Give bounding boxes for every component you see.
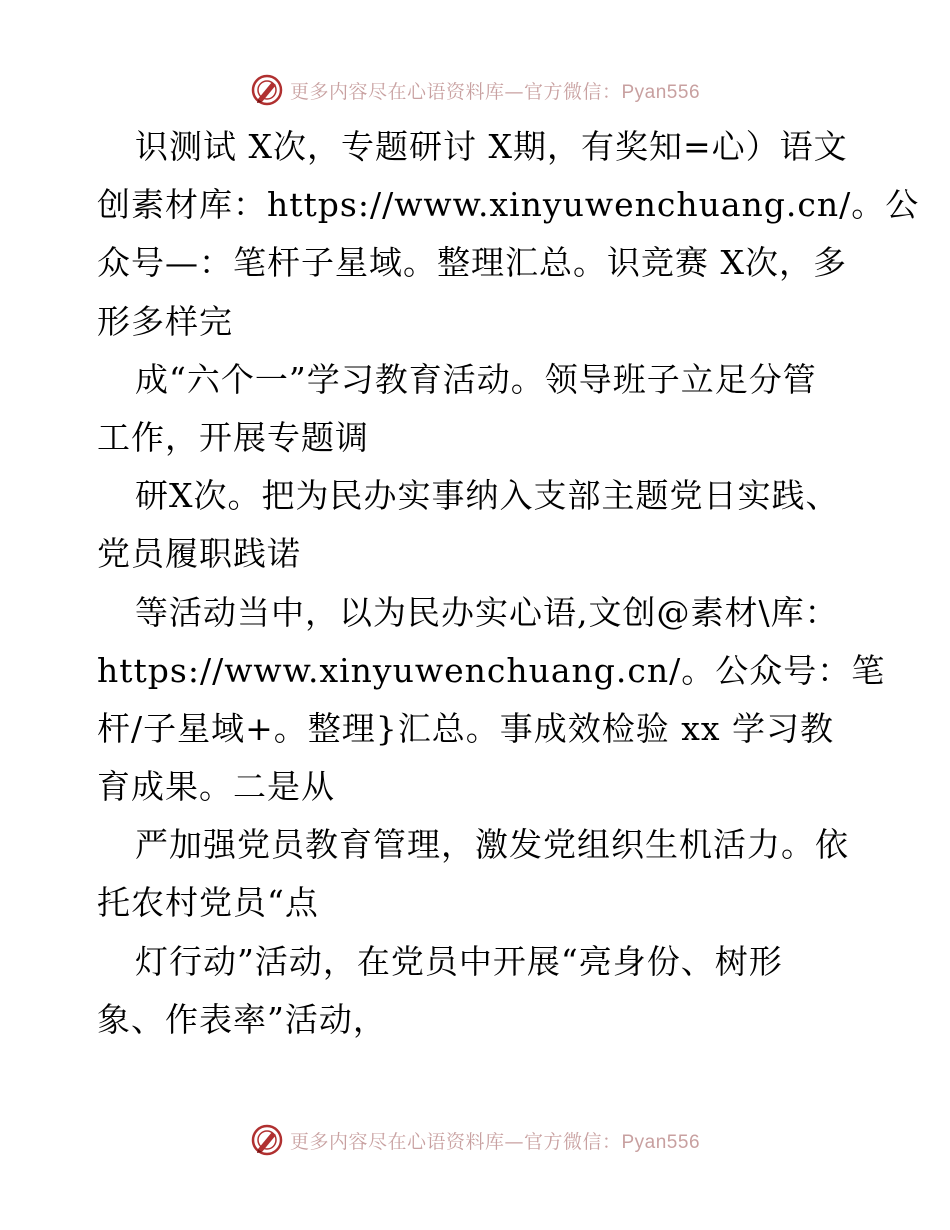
text-line: 识测试 X次，专题研讨 X期，有奖知=心）语文 [135,127,848,166]
watermark-separator: — [504,80,524,103]
text-line: 工作，开展专题调 [97,417,369,457]
watermark-wechat-label: 官方微信： [523,1130,622,1153]
watermark-text [290,1127,700,1154]
text-line: 众号—：笔杆子星域。整理汇总。识竞赛 X次，多 [97,243,847,283]
watermark-wechat-id: Pyan556 [621,1131,701,1153]
text-line: https://www.xinyuwenchuang.cn/。公众号：笔 [97,650,886,690]
text-line: 党员履职践诺 [97,534,301,574]
watermark-wechat-label: 官方微信： [523,80,622,103]
footer-watermark [0,1120,950,1160]
pen-circle-logo-icon [250,73,284,107]
text-line: 创素材库：https://www.xinyuwenchuang.cn/。公 [97,185,920,225]
text-line: 托农村党员“点 [97,883,319,923]
document-body [97,118,920,1049]
text-line: 研X次。把为民办实事纳入支部主题党日实践、 [135,476,840,516]
text-line: 灯行动”活动，在党员中开展“亮身份、树形 [135,941,783,981]
header-watermark [0,70,950,110]
watermark-main-text: 更多内容尽在心语资料库 [289,80,505,103]
text-line: 杆/子星域+。整理}汇总。事成效检验 xx 学习教 [97,708,834,748]
watermark-text [290,77,700,104]
text-line: 成“六个一”学习教育活动。领导班子立足分管 [135,359,817,399]
watermark-main-text: 更多内容尽在心语资料库 [289,1130,505,1153]
pen-circle-logo-icon [250,1123,284,1157]
text-line: 象、作表率”活动， [97,999,387,1039]
watermark-wechat-id: Pyan556 [621,81,701,103]
text-line: 形多样完 [97,301,233,341]
text-line: 严加强党员教育管理，激发党组织生机活力。依 [135,825,849,865]
watermark-separator: — [504,1130,524,1153]
text-line: 育成果。二是从 [97,767,335,807]
text-line: 等活动当中，以为民办实心语,文创@素材\库： [135,592,839,632]
